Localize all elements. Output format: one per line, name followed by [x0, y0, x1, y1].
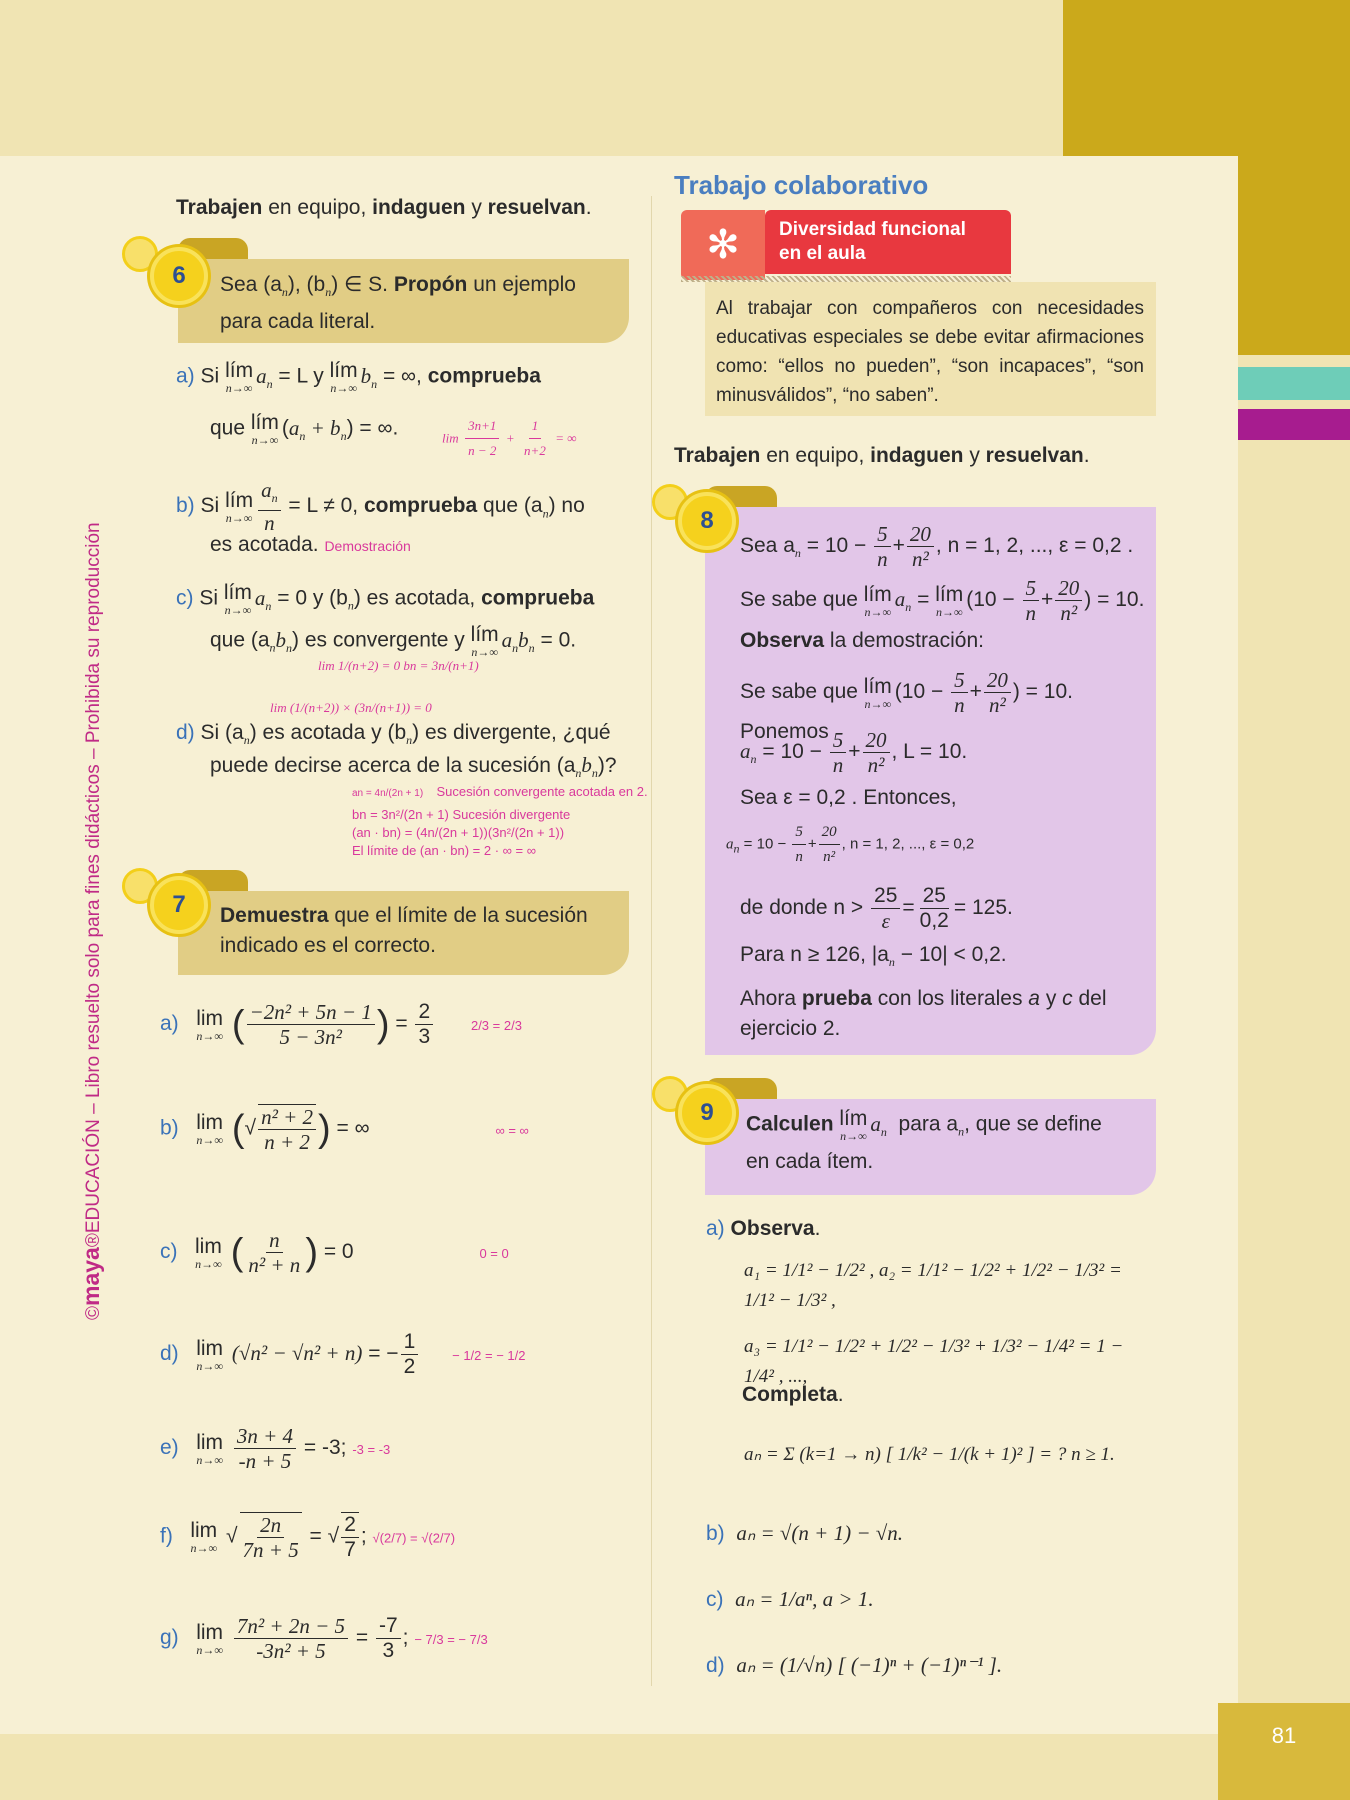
ex7-item-a: a) lim n→∞ ( $\frac{\text{−2n² + 5n − 1}}{\text{5 − 3n²}}$ ) = $\frac{2}{3}$ 2/3 = 2/3: [160, 1000, 522, 1049]
ex9-number-badge: 9: [678, 1084, 736, 1142]
right-heading: Trabajen en equipo, indaguen y resuelvan.: [674, 444, 1090, 467]
ex7-intro: Demuestra que el límite de la sucesión indicado es el correcto.: [220, 904, 588, 957]
ex6-item-b: b) Si lím n→∞ $\frac{a_n}{n}$ = L ≠ 0, comprueba que $(a_n)$ no: [176, 478, 585, 536]
ex6-item-c-line2: que $(a_nb_n)$ es convergente y lím n→∞ $a_nb_n = 0$.: [210, 623, 577, 659]
ex9-a-line1: a₁ = 1/1² − 1/2² , a₂ = 1/1² − 1/2² + 1/2² − 1/3² = 1/1² − 1/3² ,: [744, 1260, 1122, 1311]
ex6-a-handwritten-note: lim $\frac{3n+1}{n - 2}$ + $\frac{1}{n+2}$ = ∞: [442, 414, 577, 463]
ex8-line10: Ahora prueba con los literales a y c del ejercicio 2.: [740, 987, 1107, 1040]
ex8-line7: $a_n = 10$ − $\frac{5}{n}$ + $\frac{20}{\text{n²}}$ , n = 1, 2, ..., ε = 0,2: [726, 820, 1146, 869]
ex8-line1: Sea $a_n = 10$ − $\frac{5}{n}$ + $\frac{20}{\text{n²}}$ , n = 1, 2, ..., ε = 0,2 .: [740, 522, 1134, 571]
ex8-line3: Observa la demostración:: [740, 629, 984, 652]
right-cream-strip: [1238, 355, 1350, 1735]
column-divider: [651, 196, 652, 1686]
left-heading: Trabajen en equipo, indaguen y resuelvan.: [176, 196, 592, 219]
ex6-intro: Sea $(a_n)$, $(b_n)$ ∈ S. Propón un ejemplo para cada literal.: [220, 273, 576, 334]
ex7-item-b: b) lim n→∞ (√ $\frac{\text{n² + 2}}{n + 2}$ ) = ∞ ∞ = ∞: [160, 1105, 529, 1154]
bottom-band: [0, 1734, 1350, 1800]
ex6-c-note2: lim (1/(n+2)) × (3n/(n+1)) = 0: [270, 700, 432, 715]
sidebar-copyright-notice: ©maya®EDUCACIÓN – Libro resuelto solo para fines didácticos – Prohibida su reproducción: [78, 522, 104, 1320]
flower-icon: ✻: [681, 210, 765, 280]
ex6-item-a: a) Si lím n→∞ $a_n = L$ y lím n→∞ $b_n$ = ∞, comprueba: [176, 359, 541, 395]
ex8-line9: Para n ≥ 126, $|a_n - 10| < 0,2$.: [740, 943, 1007, 970]
ex9-a-line2: a₃ = 1/1² − 1/2² + 1/2² − 1/3² + 1/3² − 1/4² = 1 − 1/4² , ...,: [744, 1336, 1124, 1387]
collab-title: Trabajo colaborativo: [674, 170, 929, 200]
ex7-item-c: c) lim n→∞ ( $\frac{n}{\text{n² + n}}$ ) = 0 0 = 0: [160, 1228, 509, 1277]
right-gold-strip: [1238, 0, 1350, 355]
right-magenta-tab: [1238, 409, 1350, 440]
ex7-item-e: e) lim n→∞ $\frac{3n + 4}{-n + 5}$ = -3; -3 = -3: [160, 1424, 391, 1473]
ex6-d-notes: an = 4n/(2n + 1) Sucesión convergente acotada en 2. bn = 3n²/(2n + 1) Sucesión divergente (an · bn) = (4n/(2n + 1))(3n²/(2n + 1)) El límite de (an · bn) = 2 · ∞ = ∞: [352, 784, 648, 858]
ex7-item-f: f) lim n→∞ √ $\frac{2n}{7n + 5}$ = √ $\frac{2}{7}$ ; √(2/7) = √(2/7): [160, 1513, 456, 1562]
ex9-item-c: c) aₙ = 1/aⁿ, a > 1.: [706, 1587, 874, 1611]
ex7-item-g: g) lim n→∞ $\frac{\text{7n² + 2n − 5}}{\text{-3n² + 5}}$ = $\frac{-7}{3}$ ; − 7/3 = − 7/3: [160, 1614, 488, 1663]
ex7-item-d: d) lim n→∞ (√n² − √n² + n) = − $\frac{1}{2}$ − 1/2 = − 1/2: [160, 1330, 526, 1378]
ex8-number-badge: 8: [678, 492, 736, 550]
ex6-item-a-line2: que lím n→∞ $(a_n + b_n)$ = ∞.: [210, 411, 399, 447]
brand-logo-text: maya: [78, 1247, 104, 1306]
ex9-item-d: d) aₙ = (1/√n) [ (−1)ⁿ + (−1)ⁿ⁻¹ ].: [706, 1653, 1003, 1677]
collab-header: Diversidad funcional en el aula: [765, 210, 1011, 274]
ex8-line5: $a_n = 10$ − $\frac{5}{n}$ + $\frac{20}{\text{n²}}$ , L = 10.: [740, 728, 968, 777]
ex9-item-b: b) aₙ = √(n + 1) − √n.: [706, 1521, 904, 1545]
ex8-line2: Se sabe que lím n→∞ $a_n$ = lím n→∞ (10 − $\frac{5}{n}$ + $\frac{20}{\text{n²}}$ ) = 10.: [740, 576, 1145, 625]
ex8-line6: Sea ε = 0,2 . Entonces,: [740, 786, 957, 809]
ex6-item-d-line2: puede decirse acerca de la sucesión $(a_nb_n)$?: [210, 753, 617, 781]
ex6-item-c: c) Si lím n→∞ $a_n = 0$ y $(b_n)$ es acotada, comprueba: [176, 581, 595, 617]
ex6-item-b-line2: es acotada. Demostración: [210, 533, 411, 556]
ex8-line4: Se sabe que lím n→∞ (10 − $\frac{5}{n}$ + $\frac{20}{\text{n²}}$ ) = 10. Ponemos: [740, 668, 1073, 743]
top-right-gold-block: [1063, 0, 1240, 156]
ex7-number-badge: 7: [150, 876, 208, 934]
right-teal-tab: [1238, 367, 1350, 400]
top-band: [0, 0, 1063, 156]
ex6-number-badge: 6: [150, 247, 208, 305]
page-number: 81: [1218, 1703, 1350, 1800]
ex9-a-sum: aₙ = Σ (k=1 → n) [ 1/k² − 1/(k + 1)² ] = ? n ≥ 1.: [744, 1444, 1115, 1465]
ex9-intro: Calculen lím n→∞ $a_n$ para $a_n$, que se define en cada ítem.: [746, 1107, 1102, 1173]
ex6-item-d: d) Si $(a_n)$ es acotada y $(b_n)$ es divergente, ¿qué: [176, 721, 611, 748]
ex6-c-note1: lim 1/(n+2) = 0 bn = 3n/(n+1): [318, 658, 479, 673]
ex8-line8: de donde n > $\frac{25}{\varepsilon}$ = $\frac{25}{0,2}$ = 125.: [740, 884, 1013, 933]
ex9-item-a: a) Observa.: [706, 1217, 821, 1240]
collab-body: Al trabajar con compañeros con necesidades educativas especiales se debe evitar afirmaciones como: “ellos no pueden”, “son incapaces”, “son minusválidos”, “no saben”.: [716, 298, 1144, 406]
ex9-complete: Completa.: [742, 1383, 844, 1406]
